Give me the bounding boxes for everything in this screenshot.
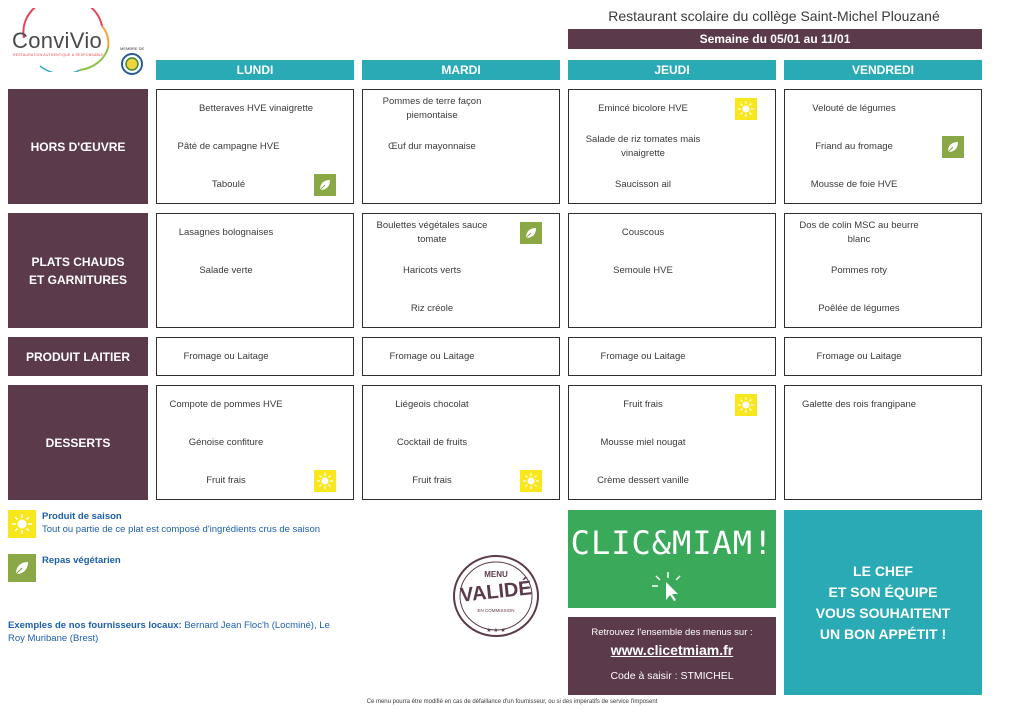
menu-item: Salade verte bbox=[199, 265, 253, 276]
menu-item: Haricots verts bbox=[402, 265, 462, 276]
sun-icon bbox=[735, 394, 757, 416]
menu-item: Compote de pommes HVE bbox=[169, 399, 283, 410]
menu-item: Emincé bicolore HVE bbox=[598, 103, 688, 114]
menu-cell-plats-mardi bbox=[362, 213, 560, 328]
menu-cell-plats-vendredi bbox=[784, 213, 982, 328]
menu-cell-desserts-lundi bbox=[156, 385, 354, 500]
chef-line: VOUS SOUHAITENT bbox=[815, 604, 951, 621]
category-label: DESSERTS bbox=[45, 435, 111, 450]
category-label: PLATS CHAUDS ET GARNITURES bbox=[28, 254, 127, 287]
badge-label: MEMBRE DE bbox=[120, 46, 145, 51]
menu-cell-laitier-vendredi bbox=[784, 337, 982, 376]
leaf-icon bbox=[8, 554, 36, 582]
suppliers-text: Bernard Jean Floc'h (Locminé), Le Roy Muribane (Brest) bbox=[8, 620, 330, 644]
menu-item: Dos de colin MSC au beurre blanc bbox=[799, 220, 919, 245]
menu-item: Fromage ou Laitage bbox=[816, 351, 902, 362]
category-plats-chauds bbox=[8, 213, 148, 328]
menu-item: Liégeois chocolat bbox=[395, 399, 469, 410]
menu-item: Mousse de foie HVE bbox=[810, 179, 898, 190]
chef-line: LE CHEF bbox=[853, 562, 913, 579]
leaf-icon bbox=[314, 174, 336, 196]
menu-cell-plats-jeudi bbox=[568, 213, 776, 328]
menu-item: Velouté de légumes bbox=[812, 103, 896, 114]
day-header-vendredi: VENDREDI bbox=[784, 60, 982, 80]
menu-item: Taboulé bbox=[211, 179, 246, 190]
menu-item: Salade de riz tomates mais vinaigrette bbox=[585, 134, 701, 159]
menu-item: Fromage ou Laitage bbox=[389, 351, 475, 362]
menu-item: Fruit frais bbox=[623, 399, 663, 410]
clicetmiam-banner[interactable] bbox=[568, 510, 776, 608]
menu-item: Fromage ou Laitage bbox=[183, 351, 269, 362]
menu-cell-desserts-vendredi bbox=[784, 385, 982, 500]
menu-item: Cocktail de fruits bbox=[396, 437, 468, 448]
category-produit-laitier bbox=[8, 337, 148, 376]
menu-cell-laitier-mardi bbox=[362, 337, 560, 376]
menu-item: Œuf dur mayonnaise bbox=[388, 141, 476, 152]
restaurant-title: Restaurant scolaire du collège Saint-Michel Plouzané bbox=[608, 8, 940, 24]
menu-item: Semoule HVE bbox=[613, 265, 673, 276]
footer-disclaimer: Ce menu pourra être modifié en cas de défaillance d'un fournisseur, ou si des impératifs de service l'imposent bbox=[366, 699, 658, 705]
sun-icon bbox=[8, 510, 36, 538]
menu-item: Pommes roty bbox=[831, 265, 887, 276]
menu-cell-desserts-mardi bbox=[362, 385, 560, 500]
sun-icon bbox=[735, 98, 757, 120]
access-code: Code à saisir : STMICHEL bbox=[610, 670, 734, 682]
cursor-click-icon bbox=[648, 570, 688, 602]
menu-item: Génoise confiture bbox=[188, 437, 264, 448]
category-label: HORS D'ŒUVRE bbox=[30, 139, 126, 154]
menu-item: Pâté de campagne HVE bbox=[177, 141, 280, 152]
menu-item: Poêlée de légumes bbox=[818, 303, 900, 314]
menu-item: Couscous bbox=[621, 227, 665, 238]
menu-item: Lasagnes bolognaises bbox=[178, 227, 274, 238]
legend-season-title: Produit de saison bbox=[42, 511, 122, 522]
clicetmiam-logo: CLIC&MIAM! bbox=[570, 524, 774, 562]
leaf-icon bbox=[942, 136, 964, 158]
clicetmiam-info bbox=[568, 617, 776, 695]
menu-item: Pommes de terre façon piemontaise bbox=[382, 96, 482, 121]
menu-cell-laitier-lundi bbox=[156, 337, 354, 376]
day-header-jeudi: JEUDI bbox=[568, 60, 776, 80]
menu-item: Saucisson ail bbox=[615, 179, 671, 190]
menu-cell-desserts-jeudi bbox=[568, 385, 776, 500]
suppliers-label: Exemples de nos fournisseurs locaux: bbox=[8, 620, 182, 631]
svg-text:★ ★ ★: ★ ★ ★ bbox=[486, 628, 506, 634]
menu-item: Fruit frais bbox=[206, 475, 246, 486]
stamp-sub: EN COMMISSION bbox=[477, 608, 515, 613]
week-range: Semaine du 05/01 au 11/01 bbox=[568, 29, 982, 49]
menu-item: Riz créole bbox=[410, 303, 454, 314]
leaf-icon bbox=[520, 222, 542, 244]
brand-tagline: RESTAURATION AUTHENTIQUE & RESPONSABLE bbox=[13, 53, 104, 57]
clicetmiam-url-link[interactable]: www.clicetmiam.fr bbox=[610, 642, 734, 658]
membership-badge-icon bbox=[118, 46, 146, 76]
menu-item: Boulettes végétales sauce tomate bbox=[376, 220, 488, 245]
legend-suppliers bbox=[8, 619, 348, 645]
stamp-main: VALIDÉ bbox=[459, 577, 533, 607]
menu-cell-laitier-jeudi bbox=[568, 337, 776, 376]
menu-item: Crème dessert vanille bbox=[597, 475, 689, 486]
legend-veg-title: Repas végétarien bbox=[42, 555, 121, 566]
menu-cell-hors-jeudi bbox=[568, 89, 776, 204]
menu-cell-hors-vendredi bbox=[784, 89, 982, 204]
day-header-mardi: MARDI bbox=[362, 60, 560, 80]
legend-season-text: Tout ou partie de ce plat est composé d'ingrédients crus de saison bbox=[42, 524, 321, 535]
menu-valide-stamp bbox=[452, 554, 540, 638]
menu-item: Friand au fromage bbox=[815, 141, 893, 152]
menu-item: Mousse miel nougat bbox=[600, 437, 686, 448]
category-label: PRODUIT LAITIER bbox=[26, 349, 130, 364]
menu-item: Fromage ou Laitage bbox=[600, 351, 686, 362]
chef-line: UN BON APPÉTIT ! bbox=[819, 625, 947, 642]
chef-line: ET SON ÉQUIPE bbox=[828, 583, 938, 600]
menu-cell-hors-mardi bbox=[362, 89, 560, 204]
category-hors-doeuvre bbox=[8, 89, 148, 204]
menu-item: Betteraves HVE vinaigrette bbox=[198, 103, 314, 114]
sun-icon bbox=[520, 470, 542, 492]
retrouvez-text: Retrouvez l'ensemble des menus sur : bbox=[591, 627, 753, 638]
stamp-top: MENU bbox=[484, 570, 508, 579]
category-desserts bbox=[8, 385, 148, 500]
chef-message bbox=[784, 510, 982, 695]
menu-cell-plats-lundi bbox=[156, 213, 354, 328]
brand-name: ConviVio bbox=[12, 28, 103, 53]
menu-cell-hors-lundi bbox=[156, 89, 354, 204]
menu-item: Galette des rois frangipane bbox=[801, 399, 917, 410]
menu-item: Fruit frais bbox=[412, 475, 452, 486]
sun-icon bbox=[314, 470, 336, 492]
day-header-lundi: LUNDI bbox=[156, 60, 354, 80]
